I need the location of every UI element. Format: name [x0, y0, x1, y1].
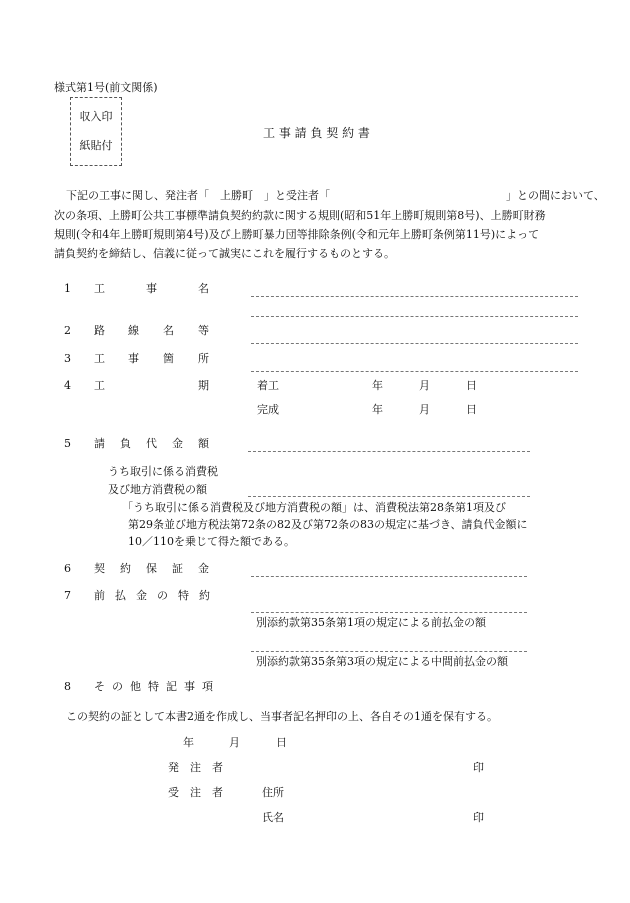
orderer-seal-mark: 印 [473, 761, 484, 774]
interim-advance-label: 別添約款第35条第3項の規定による中間前払金の額 [256, 655, 508, 668]
item-5-char: 額 [198, 437, 209, 450]
form-label: 様式第1号(前文関係) [54, 81, 158, 94]
item-8-char: 事 [184, 680, 195, 693]
document-title: 工 事 請 負 契 約 書 [263, 126, 370, 140]
tax-note-line1: 「うち取引に係る消費税及び地方消費税の額」は、消費税法第28条第1項及び [122, 501, 506, 514]
item-7-char: 払 [115, 589, 126, 602]
item-3-char: 工 [94, 352, 105, 365]
contract-guarantee-line[interactable] [251, 576, 527, 577]
period-end-day: 日 [466, 403, 477, 416]
item-3-char: 箇 [163, 352, 174, 365]
contractor-label: 受 注 者 [168, 786, 223, 799]
item-3-char: 事 [128, 352, 139, 365]
stamp-label-line2: 紙貼付 [79, 139, 113, 152]
contract-date-day: 日 [276, 736, 287, 749]
tax-note-line2: 第29条並び地方税法第72条の82及び第72条の83の規定に基づき、請負代金額に [128, 518, 528, 531]
contractor-name-label: 氏名 [262, 811, 284, 824]
item-7-char: 前 [94, 589, 105, 602]
item-5-number: 5 [64, 437, 71, 450]
item-7-char: の [157, 589, 168, 602]
route-name-line[interactable] [251, 343, 578, 344]
construction-name-line-2[interactable] [251, 316, 578, 317]
tax-note-line3: 10／110を乗じて得た額である。 [128, 535, 295, 548]
period-end-month: 月 [419, 403, 430, 416]
revenue-stamp-box [70, 97, 122, 166]
advance-payment-line[interactable] [251, 612, 527, 613]
period-start-day: 日 [466, 379, 477, 392]
item-5-char: 負 [120, 437, 131, 450]
period-end-year: 年 [372, 403, 383, 416]
item-1-char: 事 [146, 282, 157, 295]
item-2-char: 名 [163, 324, 174, 337]
orderer-label: 発 注 者 [168, 761, 223, 774]
contractor-address-label: 住所 [262, 786, 284, 799]
item-6-number: 6 [64, 562, 71, 575]
item-6-char: 保 [146, 562, 157, 575]
item-2-char: 線 [128, 324, 139, 337]
period-end-label: 完成 [257, 403, 279, 416]
contract-date-year: 年 [183, 736, 194, 749]
item-2-char: 等 [198, 324, 209, 337]
interim-advance-line[interactable] [251, 651, 527, 652]
item-3-number: 3 [64, 352, 71, 365]
item-8-char: そ [94, 680, 105, 693]
item-2-char: 路 [94, 324, 105, 337]
item-7-char: 約 [199, 589, 210, 602]
item-1-number: 1 [64, 282, 71, 295]
item-1-char: 名 [198, 282, 209, 295]
item-8-char: 他 [130, 680, 141, 693]
item-5-char: 代 [146, 437, 157, 450]
item-8-char: 特 [148, 680, 159, 693]
construction-location-line[interactable] [251, 371, 578, 372]
item-8-number: 8 [64, 680, 71, 693]
tax-label-line2: 及び地方消費税の額 [108, 483, 207, 496]
item-2-number: 2 [64, 324, 71, 337]
item-5-char: 金 [172, 437, 183, 450]
advance-payment-label: 別添約款第35条第1項の規定による前払金の額 [256, 616, 486, 629]
item-7-char: 特 [178, 589, 189, 602]
intro-line-1: 下記の工事に関し、発注者「 上勝町 」と受注者「 」との間において、 [66, 189, 605, 202]
item-8-char: の [112, 680, 123, 693]
item-1-char: 工 [94, 282, 105, 295]
item-8-char: 項 [202, 680, 213, 693]
construction-name-line-1[interactable] [251, 296, 578, 297]
item-6-char: 契 [94, 562, 105, 575]
item-4-char: 工 [94, 379, 105, 392]
item-4-number: 4 [64, 379, 71, 392]
period-start-year: 年 [372, 379, 383, 392]
closing-statement: この契約の証として本書2通を作成し、当事者記名押印の上、各自その1通を保有する。 [66, 710, 498, 723]
contractor-seal-mark: 印 [473, 811, 484, 824]
period-start-month: 月 [419, 379, 430, 392]
item-7-char: 金 [136, 589, 147, 602]
item-8-char: 記 [166, 680, 177, 693]
item-7-number: 7 [64, 589, 71, 602]
intro-line-3: 規則(令和4年上勝町規則第4号)及び上勝町暴力団等排除条例(令和元年上勝町条例第11号)によって [54, 228, 540, 241]
item-4-char: 期 [198, 379, 209, 392]
item-6-char: 金 [198, 562, 209, 575]
tax-label-line1: うち取引に係る消費税 [108, 465, 218, 478]
contract-date-month: 月 [229, 736, 240, 749]
period-start-label: 着工 [257, 379, 279, 392]
item-6-char: 約 [120, 562, 131, 575]
stamp-label-line1: 収入印 [79, 110, 113, 123]
intro-line-4: 請負契約を締結し、信義に従って誠実にこれを履行するものとする。 [54, 247, 395, 260]
contract-amount-line[interactable] [248, 451, 530, 452]
item-6-char: 証 [172, 562, 183, 575]
intro-line-2: 次の条項、上勝町公共工事標準請負契約約款に関する規則(昭和51年上勝町規則第8号)、上勝町財務 [54, 209, 546, 222]
item-3-char: 所 [198, 352, 209, 365]
item-5-char: 請 [94, 437, 105, 450]
tax-amount-line[interactable] [248, 496, 530, 497]
